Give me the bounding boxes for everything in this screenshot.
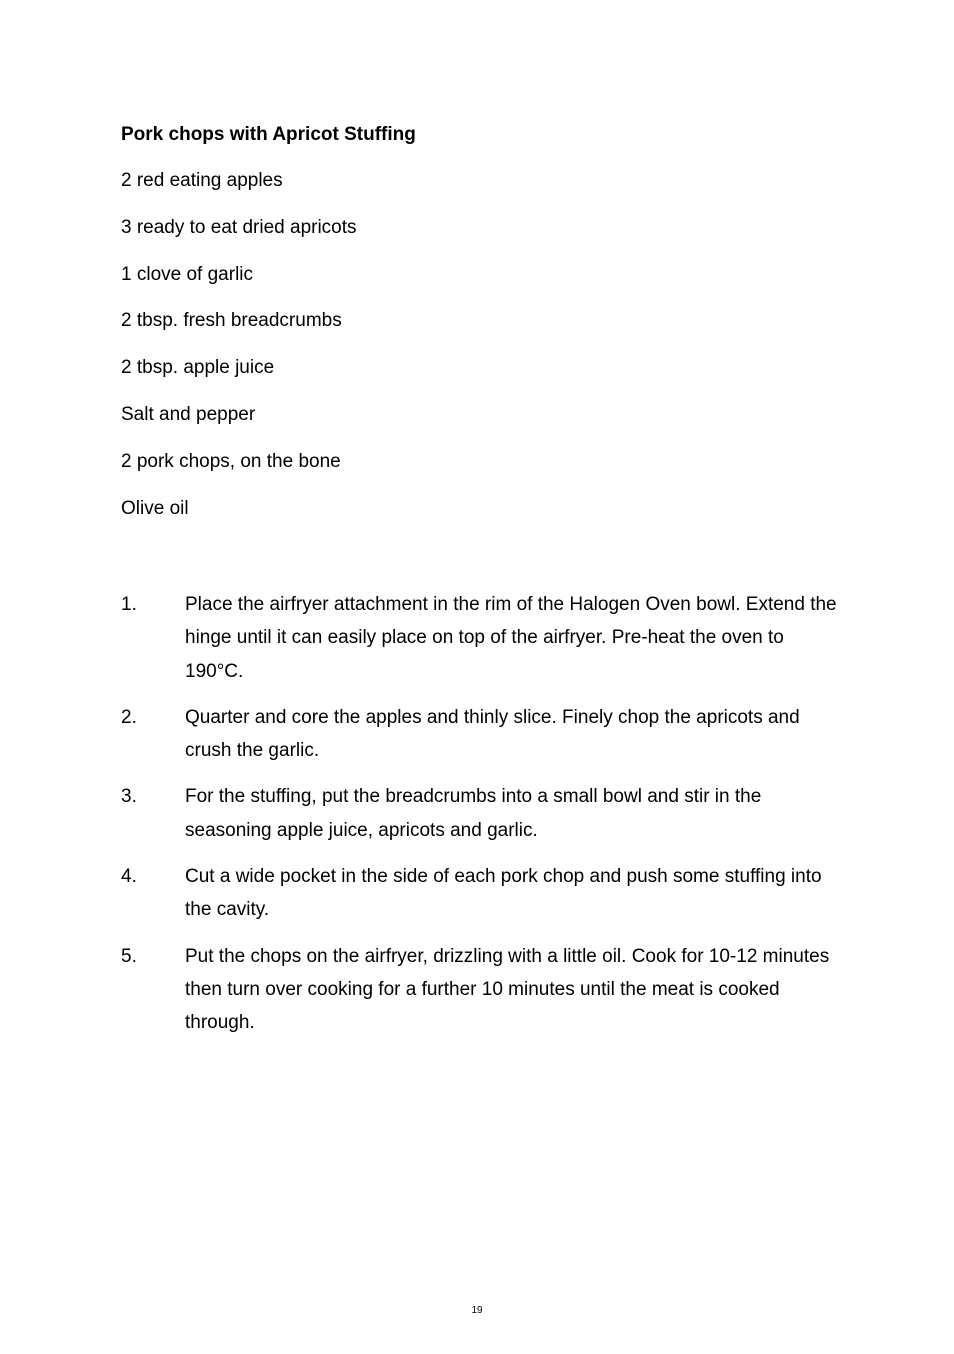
method-step — [121, 701, 841, 768]
ingredient-item: 2 red eating apples — [121, 170, 283, 191]
ingredient-item: 2 tbsp. apple juice — [121, 357, 275, 379]
ingredient-item: Olive oil — [121, 497, 189, 519]
step-text: Cut a wide pocket in the side of each pork chop and push some stuffing into the cavity. — [185, 866, 822, 921]
step-number: 1. — [121, 594, 137, 615]
step-number: 3. — [121, 786, 137, 808]
ingredient-item: 1 clove of garlic — [121, 263, 254, 285]
method-step — [121, 860, 841, 927]
step-number: 2. — [121, 706, 137, 728]
ingredient-list — [121, 168, 357, 542]
step-text: For the stuffing, put the breadcrumbs into a small bowl and stir in the seasoning apple juice, apricots and garlic. — [185, 786, 762, 841]
ingredient-item: 2 pork chops, on the bone — [121, 450, 341, 472]
ingredient-item: Salt and pepper — [121, 403, 256, 425]
method-step — [121, 588, 841, 688]
ingredient-item: 2 tbsp. fresh breadcrumbs — [121, 310, 342, 332]
step-number: 4. — [121, 866, 137, 888]
page-number: 19 — [471, 1305, 483, 1316]
method-step — [121, 940, 841, 1040]
step-text: Quarter and core the apples and thinly slice. Finely chop the apricots and crush the garlic. — [185, 706, 800, 762]
method-step — [121, 780, 841, 847]
step-number: 5. — [121, 945, 137, 967]
recipe-title: Pork chops with Apricot Stuffing — [121, 124, 416, 145]
ingredient-item: 3 ready to eat dried apricots — [121, 216, 357, 238]
step-text: Place the airfryer attachment in the rim of the Halogen Oven bowl. Extend the hinge until it can easily place on top of the airfryer. Pre-heat the oven to 190°C. — [185, 594, 837, 682]
method-steps — [121, 588, 841, 1053]
step-text: Put the chops on the airfryer, drizzling with a little oil. Cook for 10-12 minutes then turn over cooking for a further 10 minutes until the meat is cooked through. — [185, 945, 830, 1034]
